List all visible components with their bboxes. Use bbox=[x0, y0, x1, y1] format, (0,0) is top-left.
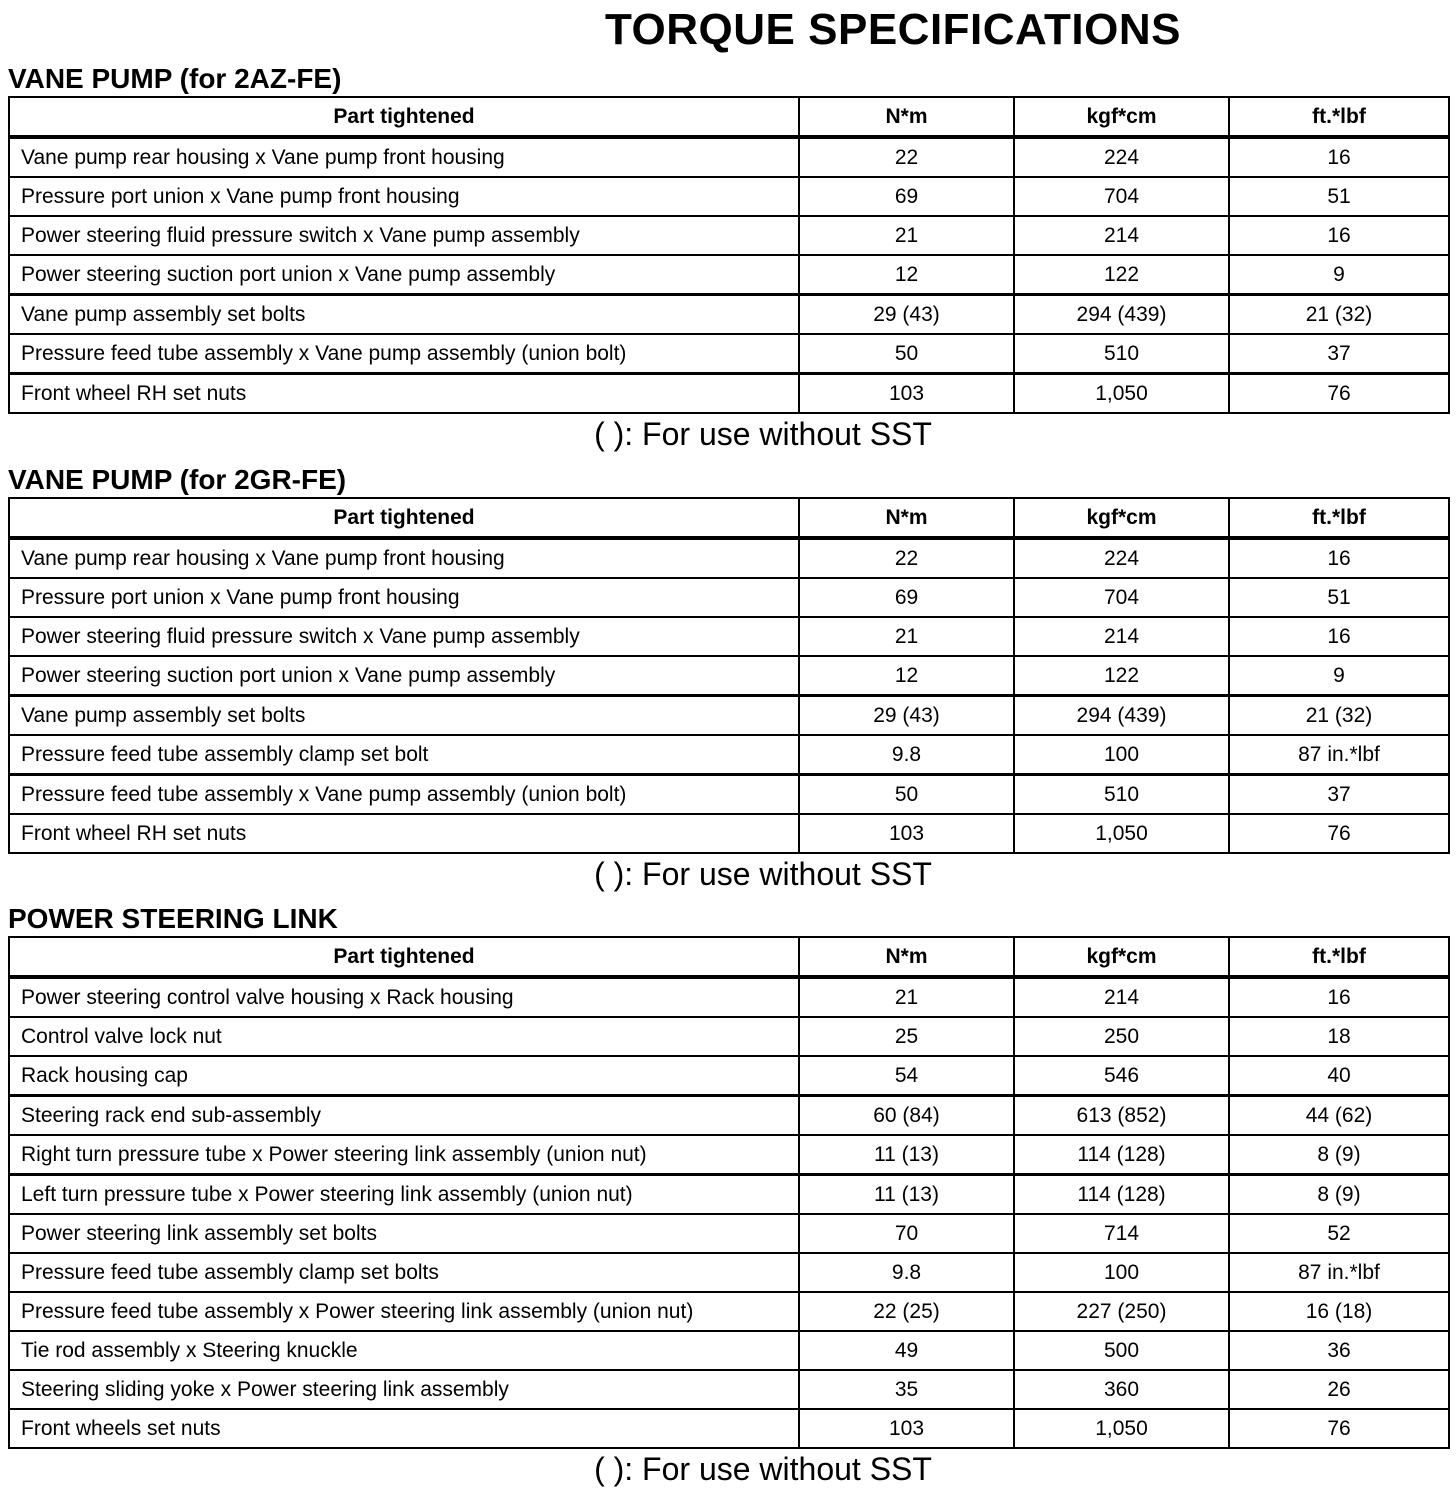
page-title: TORQUE SPECIFICATIONS bbox=[604, 5, 1182, 54]
cell-kgf: 500 bbox=[1014, 1331, 1229, 1370]
column-header-nm: N*m bbox=[799, 97, 1014, 137]
table-row bbox=[9, 656, 1449, 696]
cell-part: Tie rod assembly x Steering knuckle bbox=[9, 1331, 799, 1370]
table-row bbox=[9, 617, 1449, 656]
cell-ft: 16 bbox=[1229, 538, 1449, 578]
cell-part: Control valve lock nut bbox=[9, 1017, 799, 1056]
cell-ft: 9 bbox=[1229, 656, 1449, 696]
table-header-row bbox=[9, 937, 1449, 977]
sst-note: ( ): For use without SST bbox=[594, 856, 932, 892]
cell-part: Steering rack end sub-assembly bbox=[9, 1096, 799, 1136]
table-row bbox=[9, 295, 1449, 335]
cell-ft: 9 bbox=[1229, 255, 1449, 295]
cell-nm: 22 (25) bbox=[799, 1292, 1014, 1331]
table-header-row bbox=[9, 97, 1449, 137]
torque-table bbox=[8, 96, 1450, 414]
section-title: VANE PUMP (for 2AZ-FE) bbox=[8, 63, 342, 94]
cell-nm: 25 bbox=[799, 1017, 1014, 1056]
cell-ft: 21 (32) bbox=[1229, 696, 1449, 736]
cell-ft: 16 (18) bbox=[1229, 1292, 1449, 1331]
cell-nm: 103 bbox=[799, 814, 1014, 853]
cell-part: Vane pump rear housing x Vane pump front housing bbox=[9, 137, 799, 177]
cell-nm: 54 bbox=[799, 1056, 1014, 1096]
cell-nm: 35 bbox=[799, 1370, 1014, 1409]
table-row bbox=[9, 1292, 1449, 1331]
cell-kgf: 294 (439) bbox=[1014, 696, 1229, 736]
cell-ft: 16 bbox=[1229, 137, 1449, 177]
cell-kgf: 224 bbox=[1014, 538, 1229, 578]
table-row bbox=[9, 374, 1449, 414]
cell-part: Right turn pressure tube x Power steering link assembly (union nut) bbox=[9, 1135, 799, 1175]
cell-ft: 52 bbox=[1229, 1214, 1449, 1253]
cell-nm: 9.8 bbox=[799, 1253, 1014, 1292]
cell-ft: 76 bbox=[1229, 1409, 1449, 1448]
cell-ft: 44 (62) bbox=[1229, 1096, 1449, 1136]
cell-ft: 40 bbox=[1229, 1056, 1449, 1096]
cell-part: Vane pump assembly set bolts bbox=[9, 295, 799, 335]
torque-table bbox=[8, 936, 1450, 1449]
cell-part: Vane pump rear housing x Vane pump front housing bbox=[9, 538, 799, 578]
cell-nm: 29 (43) bbox=[799, 295, 1014, 335]
torque-table bbox=[8, 497, 1450, 854]
cell-part: Pressure feed tube assembly clamp set bolt bbox=[9, 735, 799, 775]
column-header-ft: ft.*lbf bbox=[1229, 97, 1449, 137]
cell-kgf: 714 bbox=[1014, 1214, 1229, 1253]
table-header-row bbox=[9, 498, 1449, 538]
table-row bbox=[9, 1096, 1449, 1136]
column-header-kgf: kgf*cm bbox=[1014, 498, 1229, 538]
cell-kgf: 114 (128) bbox=[1014, 1175, 1229, 1215]
table-row bbox=[9, 1214, 1449, 1253]
cell-nm: 22 bbox=[799, 538, 1014, 578]
sst-note: ( ): For use without SST bbox=[594, 416, 932, 452]
table-row bbox=[9, 696, 1449, 736]
cell-kgf: 214 bbox=[1014, 977, 1229, 1017]
table-row bbox=[9, 1135, 1449, 1175]
cell-nm: 11 (13) bbox=[799, 1135, 1014, 1175]
section-title: POWER STEERING LINK bbox=[8, 903, 338, 934]
cell-kgf: 360 bbox=[1014, 1370, 1229, 1409]
cell-nm: 22 bbox=[799, 137, 1014, 177]
column-header-ft: ft.*lbf bbox=[1229, 937, 1449, 977]
cell-part: Front wheel RH set nuts bbox=[9, 814, 799, 853]
cell-kgf: 214 bbox=[1014, 617, 1229, 656]
cell-nm: 11 (13) bbox=[799, 1175, 1014, 1215]
cell-ft: 36 bbox=[1229, 1331, 1449, 1370]
cell-nm: 49 bbox=[799, 1331, 1014, 1370]
cell-ft: 76 bbox=[1229, 814, 1449, 853]
cell-part: Pressure port union x Vane pump front housing bbox=[9, 177, 799, 216]
sst-note: ( ): For use without SST bbox=[594, 1451, 932, 1487]
column-header-kgf: kgf*cm bbox=[1014, 97, 1229, 137]
cell-ft: 16 bbox=[1229, 977, 1449, 1017]
cell-part: Front wheel RH set nuts bbox=[9, 374, 799, 414]
cell-part: Power steering fluid pressure switch x Vane pump assembly bbox=[9, 216, 799, 255]
cell-part: Steering sliding yoke x Power steering link assembly bbox=[9, 1370, 799, 1409]
cell-part: Pressure feed tube assembly x Vane pump assembly (union bolt) bbox=[9, 775, 799, 815]
cell-nm: 21 bbox=[799, 977, 1014, 1017]
cell-part: Rack housing cap bbox=[9, 1056, 799, 1096]
table-row bbox=[9, 1409, 1449, 1448]
section-power-steering-link bbox=[8, 902, 1448, 1489]
cell-nm: 70 bbox=[799, 1214, 1014, 1253]
cell-kgf: 122 bbox=[1014, 255, 1229, 295]
cell-kgf: 1,050 bbox=[1014, 374, 1229, 414]
column-header-nm: N*m bbox=[799, 498, 1014, 538]
cell-ft: 8 (9) bbox=[1229, 1175, 1449, 1215]
table-row bbox=[9, 538, 1449, 578]
table-row bbox=[9, 1175, 1449, 1215]
cell-kgf: 704 bbox=[1014, 177, 1229, 216]
cell-nm: 69 bbox=[799, 177, 1014, 216]
table-row bbox=[9, 578, 1449, 617]
cell-kgf: 704 bbox=[1014, 578, 1229, 617]
cell-kgf: 510 bbox=[1014, 334, 1229, 374]
column-header-part: Part tightened bbox=[9, 97, 799, 137]
column-header-kgf: kgf*cm bbox=[1014, 937, 1229, 977]
cell-kgf: 227 (250) bbox=[1014, 1292, 1229, 1331]
cell-part: Power steering suction port union x Vane pump assembly bbox=[9, 255, 799, 295]
cell-ft: 76 bbox=[1229, 374, 1449, 414]
cell-part: Pressure feed tube assembly clamp set bolts bbox=[9, 1253, 799, 1292]
cell-nm: 21 bbox=[799, 617, 1014, 656]
cell-nm: 29 (43) bbox=[799, 696, 1014, 736]
cell-nm: 21 bbox=[799, 216, 1014, 255]
cell-part: Power steering fluid pressure switch x Vane pump assembly bbox=[9, 617, 799, 656]
table-row bbox=[9, 1331, 1449, 1370]
cell-ft: 51 bbox=[1229, 578, 1449, 617]
cell-kgf: 250 bbox=[1014, 1017, 1229, 1056]
cell-part: Power steering link assembly set bolts bbox=[9, 1214, 799, 1253]
table-row bbox=[9, 1253, 1449, 1292]
cell-ft: 51 bbox=[1229, 177, 1449, 216]
cell-nm: 50 bbox=[799, 775, 1014, 815]
section-title: VANE PUMP (for 2GR-FE) bbox=[8, 464, 347, 495]
cell-part: Vane pump assembly set bolts bbox=[9, 696, 799, 736]
cell-part: Front wheels set nuts bbox=[9, 1409, 799, 1448]
cell-nm: 103 bbox=[799, 1409, 1014, 1448]
cell-kgf: 1,050 bbox=[1014, 814, 1229, 853]
table-row bbox=[9, 1370, 1449, 1409]
cell-ft: 37 bbox=[1229, 775, 1449, 815]
cell-ft: 21 (32) bbox=[1229, 295, 1449, 335]
section-vane-pump-2az bbox=[8, 62, 1448, 454]
section-vane-pump-2gr bbox=[8, 463, 1448, 894]
cell-ft: 16 bbox=[1229, 216, 1449, 255]
table-row bbox=[9, 1017, 1449, 1056]
cell-nm: 69 bbox=[799, 578, 1014, 617]
cell-ft: 18 bbox=[1229, 1017, 1449, 1056]
cell-ft: 8 (9) bbox=[1229, 1135, 1449, 1175]
cell-part: Pressure feed tube assembly x Power steering link assembly (union nut) bbox=[9, 1292, 799, 1331]
cell-nm: 50 bbox=[799, 334, 1014, 374]
cell-ft: 87 in.*lbf bbox=[1229, 1253, 1449, 1292]
cell-nm: 60 (84) bbox=[799, 1096, 1014, 1136]
cell-kgf: 214 bbox=[1014, 216, 1229, 255]
cell-kgf: 100 bbox=[1014, 1253, 1229, 1292]
cell-ft: 87 in.*lbf bbox=[1229, 735, 1449, 775]
cell-ft: 16 bbox=[1229, 617, 1449, 656]
cell-kgf: 294 (439) bbox=[1014, 295, 1229, 335]
cell-part: Pressure feed tube assembly x Vane pump assembly (union bolt) bbox=[9, 334, 799, 374]
cell-nm: 103 bbox=[799, 374, 1014, 414]
cell-kgf: 114 (128) bbox=[1014, 1135, 1229, 1175]
cell-part: Left turn pressure tube x Power steering link assembly (union nut) bbox=[9, 1175, 799, 1215]
cell-kgf: 546 bbox=[1014, 1056, 1229, 1096]
table-row bbox=[9, 177, 1449, 216]
cell-ft: 37 bbox=[1229, 334, 1449, 374]
column-header-part: Part tightened bbox=[9, 937, 799, 977]
table-row bbox=[9, 735, 1449, 775]
cell-kgf: 122 bbox=[1014, 656, 1229, 696]
column-header-nm: N*m bbox=[799, 937, 1014, 977]
table-row bbox=[9, 255, 1449, 295]
table-row bbox=[9, 1056, 1449, 1096]
cell-nm: 12 bbox=[799, 255, 1014, 295]
cell-kgf: 613 (852) bbox=[1014, 1096, 1229, 1136]
cell-kgf: 510 bbox=[1014, 775, 1229, 815]
cell-kgf: 100 bbox=[1014, 735, 1229, 775]
table-row bbox=[9, 137, 1449, 177]
cell-nm: 9.8 bbox=[799, 735, 1014, 775]
table-row bbox=[9, 814, 1449, 853]
cell-kgf: 224 bbox=[1014, 137, 1229, 177]
table-row bbox=[9, 334, 1449, 374]
table-row bbox=[9, 216, 1449, 255]
column-header-part: Part tightened bbox=[9, 498, 799, 538]
cell-kgf: 1,050 bbox=[1014, 1409, 1229, 1448]
cell-part: Power steering suction port union x Vane pump assembly bbox=[9, 656, 799, 696]
cell-part: Power steering control valve housing x Rack housing bbox=[9, 977, 799, 1017]
table-row bbox=[9, 775, 1449, 815]
cell-ft: 26 bbox=[1229, 1370, 1449, 1409]
cell-part: Pressure port union x Vane pump front housing bbox=[9, 578, 799, 617]
cell-nm: 12 bbox=[799, 656, 1014, 696]
table-row bbox=[9, 977, 1449, 1017]
column-header-ft: ft.*lbf bbox=[1229, 498, 1449, 538]
